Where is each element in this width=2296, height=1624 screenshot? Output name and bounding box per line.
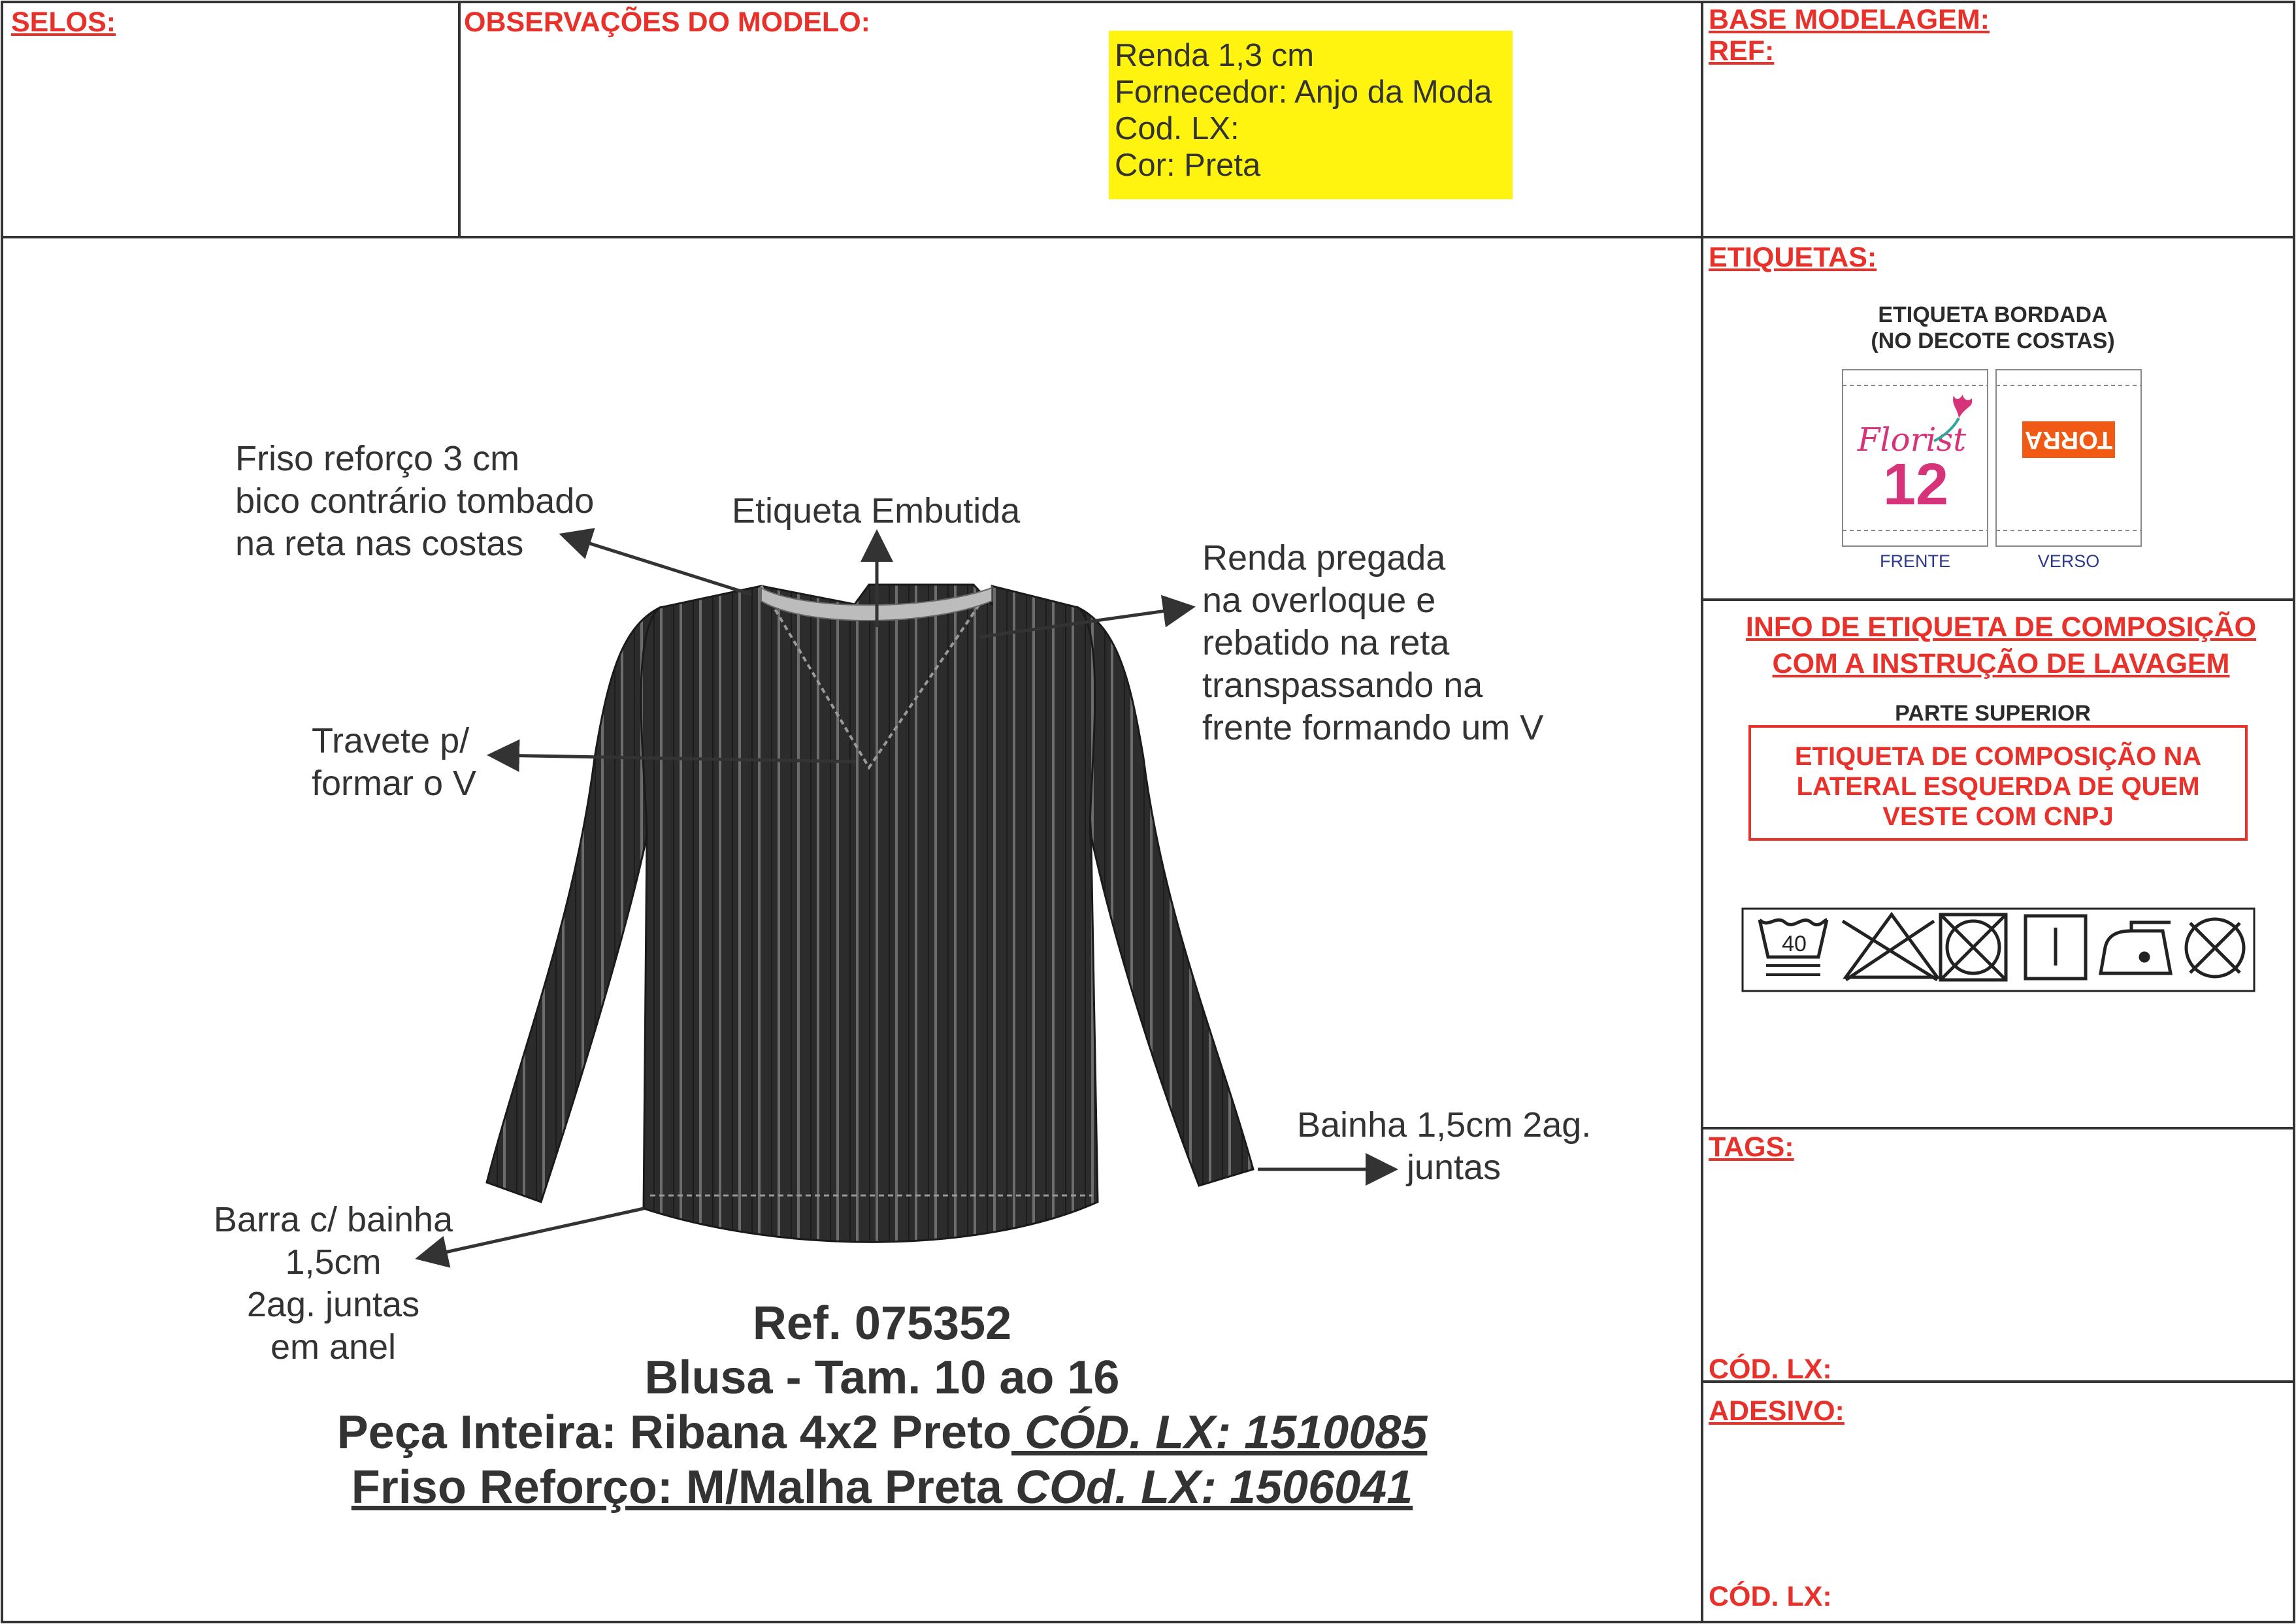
line-dry-icon (2025, 916, 2086, 979)
info-composicao-line2: COM A INSTRUÇÃO DE LAVAGEM (1772, 648, 2230, 679)
composicao-box-line1: ETIQUETA DE COMPOSIÇÃO NA (1794, 742, 2202, 771)
annotation-barra-4: em anel (270, 1327, 397, 1367)
note-line-fornecedor: Fornecedor: Anjo da Moda (1115, 74, 1492, 110)
composicao-box-text (1751, 741, 2245, 832)
selos-label: SELOS: (11, 7, 116, 38)
annotation-friso-3: na reta nas costas (235, 524, 524, 563)
annotation-barra-2: 1,5cm (285, 1242, 382, 1282)
observacoes-label: OBSERVAÇÕES DO MODELO: (464, 7, 870, 38)
parte-superior-label: PARTE SUPERIOR (1895, 701, 2091, 726)
note-line-cod-lx: Cod. LX: (1115, 111, 1239, 146)
wash-40-icon (1760, 920, 1827, 975)
info-composicao-heading (1712, 609, 2290, 682)
annotation-barra-1: Barra c/ bainha (213, 1200, 453, 1239)
annotation-renda-4: transpassando na (1202, 666, 1483, 705)
base-modelagem-label: BASE MODELAGEM: (1709, 4, 1990, 35)
blouse-body (641, 585, 1098, 1242)
model-note (1115, 37, 1492, 184)
ref-label: REF: (1709, 35, 1775, 67)
tags-cod-lx-label: CÓD. LX: (1709, 1354, 1832, 1385)
care-icons-strip (1743, 909, 2254, 991)
tags-label: TAGS: (1709, 1131, 1794, 1163)
iron-low-icon (2101, 922, 2171, 973)
etiqueta-bordada-title (1816, 302, 2169, 354)
no-tumble-dry-icon (1941, 915, 2006, 980)
note-line-renda: Renda 1,3 cm (1115, 38, 1315, 73)
etiqueta-bordada-title-line: ETIQUETA BORDADA (1878, 302, 2108, 327)
left-sleeve (487, 608, 660, 1202)
product-name: Blusa - Tam. 10 ao 16 (644, 1352, 1120, 1404)
composicao-box-line3: VESTE COM CNPJ (1882, 802, 2114, 831)
annotation-etiqueta-embutida: Etiqueta Embutida (732, 491, 1021, 530)
peca-inteira-cod: CÓD. LX: 1510085 (1011, 1406, 1428, 1459)
annotation-friso-1: Friso reforço 3 cm (235, 439, 520, 478)
annotation-friso-2: bico contrário tombado (235, 481, 595, 521)
florist-logo-text: Florist (1857, 421, 1967, 459)
annotation-travete-2: formar o V (312, 764, 477, 803)
friso-reforco-cod: COd. LX: 1506041 (1002, 1461, 1413, 1514)
friso-reforco-line (196, 1461, 1568, 1514)
arrow-barra (421, 1209, 644, 1258)
composicao-box-line2: LATERAL ESQUERDA DE QUEM (1796, 772, 2200, 801)
no-bleach-icon (1843, 915, 1937, 980)
etiqueta-bordada-subtitle: (NO DECOTE COSTAS) (1871, 329, 2115, 353)
no-dry-clean-icon (2186, 919, 2244, 977)
annotation-bainha-2: juntas (1406, 1148, 1501, 1187)
frente-label: FRENTE (1880, 551, 1950, 571)
adesivo-cod-lx-label: CÓD. LX: (1709, 1581, 1832, 1612)
blouse-drawing (487, 585, 1253, 1242)
annotation-travete-1: Travete p/ (312, 721, 470, 760)
verso-label: VERSO (2037, 551, 2100, 571)
annotation-barra-3: 2ag. juntas (246, 1285, 420, 1324)
florist-number: 12 (1882, 452, 1949, 517)
annotation-renda-2: na overloque e (1202, 581, 1436, 620)
info-composicao-line1: INFO DE ETIQUETA DE COMPOSIÇÃO (1745, 611, 2257, 643)
product-ref: Ref. 075352 (752, 1297, 1012, 1350)
note-line-cor: Cor: Preta (1115, 148, 1261, 183)
etiquetas-label: ETIQUETAS: (1709, 242, 1877, 273)
embroidered-label (1843, 370, 2141, 546)
annotation-renda-3: rebatido na reta (1202, 623, 1450, 662)
annotation-bainha-1: Bainha 1,5cm 2ag. (1297, 1105, 1592, 1145)
friso-reforco-text: Friso Reforço: M/Malha Preta (351, 1461, 1002, 1514)
arrow-friso (565, 536, 751, 594)
torra-logo-text: TORRA (2024, 426, 2113, 453)
peca-inteira-text: Peça Inteira: Ribana 4x2 Preto (336, 1406, 1012, 1459)
peca-inteira-line (196, 1406, 1568, 1459)
annotation-renda-1: Renda pregada (1202, 538, 1446, 577)
svg-text:40: 40 (1782, 932, 1807, 956)
annotation-renda-5: frente formando um V (1202, 708, 1544, 747)
adesivo-label: ADESIVO: (1709, 1395, 1845, 1427)
